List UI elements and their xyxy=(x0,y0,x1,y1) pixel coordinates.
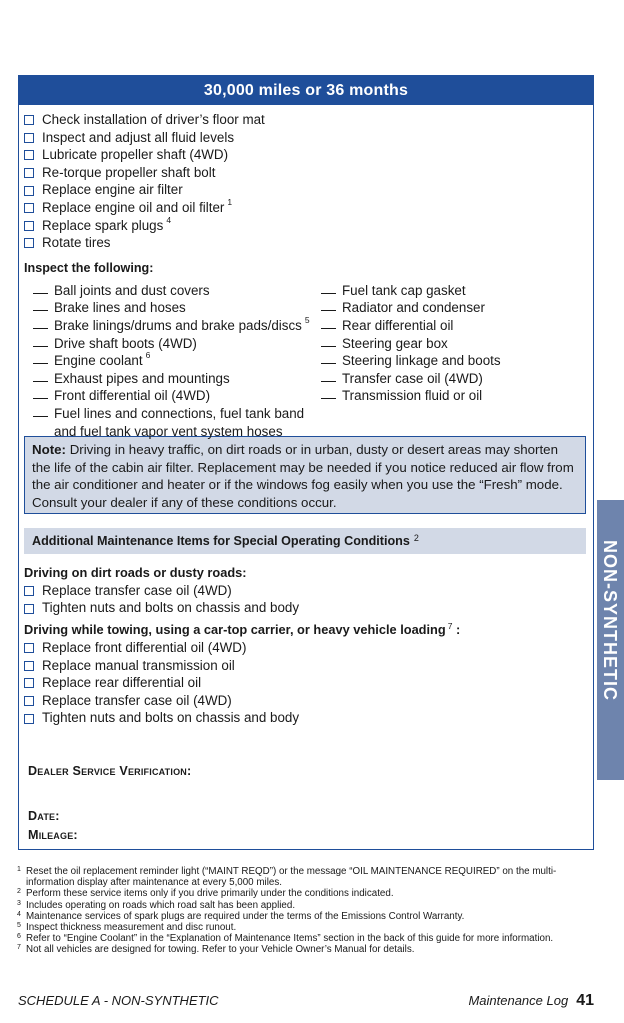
checklist-item[interactable]: Replace transfer case oil (4WD) xyxy=(24,582,593,600)
blank-line[interactable] xyxy=(33,352,48,364)
blank-line[interactable] xyxy=(321,352,336,364)
schedule-label: SCHEDULE A - NON-SYNTHETIC xyxy=(18,993,219,1008)
blank-line[interactable] xyxy=(321,317,336,329)
footnote: 4 Maintenance services of spark plugs are required under the terms of the Emissions Control Warranty. xyxy=(17,910,465,922)
blank-line[interactable] xyxy=(321,335,336,347)
inspect-item[interactable]: Radiator and condenser xyxy=(321,299,501,317)
footnotes xyxy=(17,866,597,956)
checkbox[interactable] xyxy=(24,186,34,196)
blank-line[interactable] xyxy=(33,299,48,311)
dealer-verification-label: Dealer Service Verification: xyxy=(28,764,192,778)
inspect-item[interactable]: Front differential oil (4WD) xyxy=(33,387,310,405)
footnote: 1 Reset the oil replacement reminder light (“MAINT REQD”) or the message “OIL MAINTENANCE REQUIRED” on the multi-information display after maintenance at every 5,000 miles. xyxy=(17,866,557,889)
blank-line[interactable] xyxy=(321,370,336,382)
inspect-item[interactable]: Drive shaft boots (4WD) xyxy=(33,335,310,353)
checklist-item[interactable]: Replace spark plugs 4 xyxy=(24,217,593,235)
checkbox[interactable] xyxy=(24,238,34,248)
blank-line[interactable] xyxy=(33,282,48,294)
footnote-ref: 6 xyxy=(145,350,151,361)
checkbox[interactable] xyxy=(24,604,34,614)
dirt-roads-heading: Driving on dirt roads or dusty roads: xyxy=(24,564,247,580)
special-conditions-heading: Additional Maintenance Items for Special Operating Conditions $^2$ xyxy=(24,528,586,554)
checklist-item[interactable]: Replace manual transmission oil xyxy=(24,657,593,675)
checklist-item[interactable]: Replace engine oil and oil filter 1 xyxy=(24,199,593,217)
note-box xyxy=(24,436,586,514)
inspect-item[interactable]: Steering linkage and boots xyxy=(321,352,501,370)
footnote-ref: 1 xyxy=(227,196,233,207)
checkbox[interactable] xyxy=(24,586,34,596)
footnote-ref: 7 xyxy=(447,620,453,631)
blank-line[interactable] xyxy=(33,335,48,347)
checkbox[interactable] xyxy=(24,714,34,724)
blank-line[interactable] xyxy=(33,317,48,329)
page-footer xyxy=(468,991,594,1011)
blank-line[interactable] xyxy=(33,387,48,399)
checklist-item[interactable]: Tighten nuts and bolts on chassis and body xyxy=(24,709,593,727)
spacer xyxy=(19,554,593,564)
inspect-heading: Inspect the following: xyxy=(24,260,154,275)
inspect-item[interactable]: Steering gear box xyxy=(321,335,501,353)
footnote: 6 Refer to “Engine Coolant” in the “Explanation of Maintenance Items” section in the back of this guide for more information. xyxy=(17,933,554,945)
checkbox[interactable] xyxy=(24,115,34,125)
inspect-item[interactable]: Transfer case oil (4WD) xyxy=(321,370,501,388)
inspect-item[interactable]: Fuel lines and connections, fuel tank band xyxy=(33,405,310,423)
checklist-item[interactable]: Check installation of driver’s floor mat xyxy=(24,111,593,129)
footnote-ref: 4 xyxy=(166,214,172,225)
inspect-list xyxy=(19,282,593,439)
checklist-item[interactable]: Rotate tires xyxy=(24,234,593,252)
inspect-item[interactable]: Fuel tank cap gasket xyxy=(321,282,501,300)
checklist-item[interactable]: Replace rear differential oil xyxy=(24,674,593,692)
inspect-item[interactable]: Ball joints and dust covers xyxy=(33,282,310,300)
inspect-item[interactable]: Brake linings/drums and brake pads/discs 5 xyxy=(33,317,310,335)
checklist-item[interactable]: Replace front differential oil (4WD) xyxy=(24,639,593,657)
checkbox[interactable] xyxy=(24,221,34,231)
checkbox[interactable] xyxy=(24,203,34,213)
service-checklist xyxy=(19,105,593,252)
log-title: Maintenance Log xyxy=(468,993,569,1008)
inspect-item[interactable]: Engine coolant 6 xyxy=(33,352,310,370)
maintenance-card xyxy=(18,75,594,850)
blank-line[interactable] xyxy=(321,299,336,311)
dirt-roads-list xyxy=(19,582,593,617)
checkbox[interactable] xyxy=(24,168,34,178)
checklist-item[interactable]: Replace transfer case oil (4WD) xyxy=(24,692,593,710)
interval-header: 30,000 miles or 36 months xyxy=(19,76,593,105)
checkbox[interactable] xyxy=(24,133,34,143)
footnote: 5 Inspect thickness measurement and disc runout. xyxy=(17,922,237,934)
inspect-item[interactable]: Transmission fluid or oil xyxy=(321,387,501,405)
checklist-item[interactable]: Lubricate propeller shaft (4WD) xyxy=(24,146,593,164)
blank-line[interactable] xyxy=(321,282,336,294)
inspect-column-left xyxy=(33,282,310,440)
checkbox[interactable] xyxy=(24,696,34,706)
page-number: 41 xyxy=(576,992,594,1009)
towing-list xyxy=(19,639,593,727)
checklist-item[interactable]: Replace engine air filter xyxy=(24,181,593,199)
mileage-label: Mileage: xyxy=(28,828,78,842)
note-label: Note: xyxy=(32,441,66,457)
blank-line[interactable] xyxy=(33,405,48,417)
date-label: Date: xyxy=(28,809,60,823)
inspect-item[interactable]: Rear differential oil xyxy=(321,317,501,335)
blank-line[interactable] xyxy=(321,387,336,399)
checkbox[interactable] xyxy=(24,661,34,671)
checkbox[interactable] xyxy=(24,643,34,653)
checklist-item[interactable]: Tighten nuts and bolts on chassis and body xyxy=(24,599,593,617)
checkbox[interactable] xyxy=(24,150,34,160)
checklist-item[interactable]: Inspect and adjust all fluid levels xyxy=(24,129,593,147)
footnote-ref: 5 xyxy=(304,314,310,325)
footnote: 7 Not all vehicles are designed for towing. Refer to your Vehicle Owner’s Manual for details. xyxy=(17,944,415,956)
inspect-item-continued: and fuel tank vapor vent system hoses xyxy=(54,423,283,439)
side-tab-label: NON-SYNTHETIC xyxy=(600,540,620,701)
footnote: 3 Includes operating on roads which road salt has been applied. xyxy=(17,899,296,911)
footnote: 2 Perform these service items only if you drive primarily under the conditions indicated. xyxy=(17,888,394,900)
blank-line[interactable] xyxy=(33,370,48,382)
note-text: Driving in heavy traffic, on dirt roads or in urban, dusty or desert areas may shorten the life of the cabin air filter. Replacement may be needed if you notice reduced air flow from the air conditioner and heater or if the windows fog easily when you use the “Fresh” mode. Consult your dealer if any of these conditions occur. xyxy=(32,441,574,511)
inspect-item[interactable]: Brake lines and hoses xyxy=(33,299,310,317)
section-side-tab[interactable] xyxy=(597,500,624,780)
towing-heading: Driving while towing, using a car-top carrier, or heavy vehicle loading $^7$ : xyxy=(24,620,461,637)
inspect-item[interactable]: Exhaust pipes and mountings xyxy=(33,370,310,388)
checkbox[interactable] xyxy=(24,678,34,688)
footnote-ref: 2 xyxy=(413,532,419,543)
inspect-column-right xyxy=(321,282,501,405)
checklist-item[interactable]: Re-torque propeller shaft bolt xyxy=(24,164,593,182)
